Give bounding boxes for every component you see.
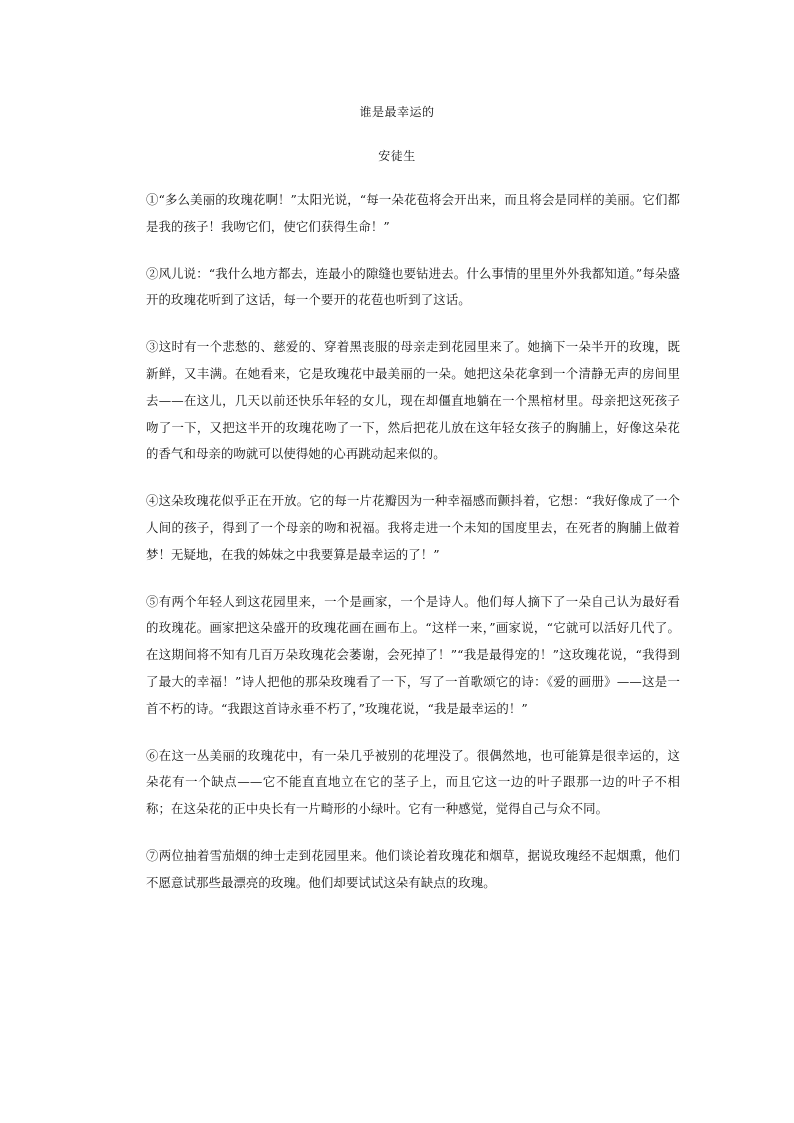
paragraph-1: ①“多么美丽的玫瑰花啊！”太阳光说，“每一朵花苞将会开出来，而且将会是同样的美丽。它们都是我的孩子！我吻它们，使它们获得生命！”	[146, 192, 680, 234]
paragraph-2: ②风儿说：“我什么地方都去，连最小的隙缝也要钻进去。什么事情的里里外外我都知道。”每朵盛开的玫瑰花听到了这话，每一个要开的花苞也听到了这话。	[146, 265, 680, 308]
article-author: 安徒生	[378, 149, 416, 163]
paragraph-4: ④这朵玫瑰花似乎正在开放。它的每一片花瓣因为一种幸福感而颤抖着，它想：“我好像成了一个人间的孩子，得到了一个母亲的吻和祝福。我将走进一个未知的国度里去，在死者的胸脯上做着梦！无疑地，在我的姊妹之中我要算是最幸运的了！”	[146, 493, 680, 562]
article-body	[146, 187, 680, 917]
paragraph-3: ③这时有一个悲愁的、慈爱的、穿着黑丧服的母亲走到花园里来了。她摘下一朵半开的玫瑰，既新鲜，又丰满。在她看来，它是玫瑰花中最美丽的一朵。她把这朵花拿到一个清静无声的房间里去——在这儿，几天以前还快乐年轻的女儿，现在却僵直地躺在一个黑棺材里。母亲把这死孩子吻了一下，又把这半开的玫瑰花吻了一下，然后把花儿放在这年轻女孩子的胸脯上，好像这朵花的香气和母亲的吻就可以使得她的心再跳动起来似的。	[146, 339, 680, 462]
article-title: 谁是最幸运的	[359, 105, 435, 119]
paragraph-5: ⑤有两个年轻人到这花园里来，一个是画家，一个是诗人。他们每人摘下了一朵自己认为最好看的玫瑰花。画家把这朵盛开的玫瑰花画在画布上。“这样一来，”画家说，“它就可以活好几代了。在这期间将不知有几百万朵玫瑰花会萎谢，会死掉了！”“我是最得宠的！”这玫瑰花说，“我得到了最大的幸福！”诗人把他的那朵玫瑰看了一下，写了一首歌颂它的诗：《爱的画册》——这是一首不朽的诗。“我跟这首诗永垂不朽了，”玫瑰花说，“我是最幸运的！”	[146, 593, 680, 716]
paragraph-7: ⑦两位抽着雪茄烟的绅士走到花园里来。他们谈论着玫瑰花和烟草，据说玫瑰经不起烟熏，他们不愿意试那些最漂亮的玫瑰。他们却要试试这朵有缺点的玫瑰。	[146, 847, 680, 890]
paragraph-6: ⑥在这一丛美丽的玫瑰花中，有一朵几乎被别的花埋没了。很偶然地，也可能算是很幸运的，这朵花有一个缺点——它不能直直地立在它的茎子上，而且它这一边的叶子跟那一边的叶子不相称；在这朵花的正中央长有一片畸形的小绿叶。它有一种感觉，觉得自己与众不同。	[146, 747, 680, 817]
